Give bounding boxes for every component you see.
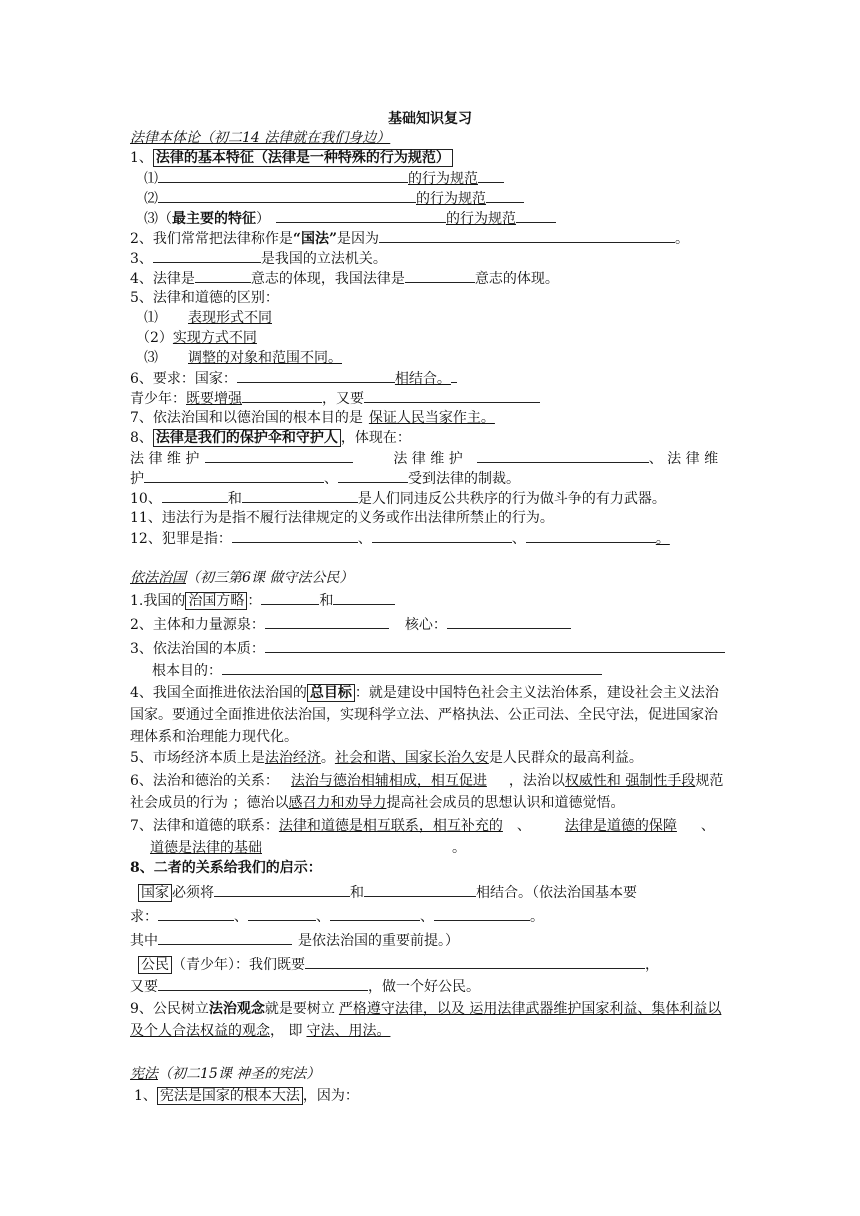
item-11: 11、违法行为是指不履行法律规定的义务或作出法律所禁止的行为。	[130, 510, 554, 526]
boxed-term: 法律的基本特征（法律是一种特殊的行为规范）	[153, 149, 453, 167]
boxed-term: 总目标	[307, 684, 355, 702]
item-1: 1、 法律的基本特征（法律是一种特殊的行为规范）	[130, 148, 730, 168]
item-6b: 青少年：既要增强 ，又要	[130, 388, 730, 409]
blank[interactable]	[434, 906, 530, 921]
blank[interactable]	[158, 188, 416, 203]
blank[interactable]	[248, 906, 316, 921]
section-heading-law: 法律本体论（初二14 法律就在我们身边）	[130, 130, 391, 146]
blank[interactable]	[214, 882, 350, 897]
blank[interactable]	[261, 590, 319, 605]
blank[interactable]	[265, 614, 389, 629]
blank[interactable]	[153, 248, 261, 263]
blank[interactable]	[205, 448, 353, 463]
item-3: 3、 是我国的立法机关。	[130, 248, 730, 269]
blank[interactable]	[526, 528, 656, 543]
s2-item-2: 2、主体和力量源泉： 核心：	[130, 614, 730, 635]
section-heading-rule-of-law: 依法治国（初三第6课 做守法公民）	[130, 570, 354, 586]
blank[interactable]	[364, 882, 476, 897]
item-5-b: （2）实现方式不同	[136, 330, 257, 346]
item-4: 4、法律是 意志的体现，我国法律是 意志的体现。	[130, 268, 730, 289]
item-8-line2: 护 、 受到法律的制裁。	[130, 468, 730, 489]
item-6: 6、要求：国家： 相结合。	[130, 368, 730, 389]
blank[interactable]	[222, 660, 602, 675]
page-title: 基础知识复习	[388, 111, 472, 127]
boxed-term: 宪法是国家的根本大法	[157, 1087, 303, 1105]
blank[interactable]	[486, 188, 524, 203]
item-10: 10、 和 是人们同违反公共秩序的行为做斗争的有力武器。	[130, 488, 730, 509]
item-8-line1: 法 律 维 护 法 律 维 护 、 法 律 维	[130, 448, 730, 469]
blank[interactable]	[144, 468, 324, 483]
blank[interactable]	[516, 208, 556, 223]
s2-item-6: 6、法治和德治的关系： 法治与德治相辅相成，相互促进 ，法治以权威性和 强制性手段规范社会成员的行为 ；德治以感召力和劝导力提高社会成员的思想认识和道德觉悟。	[130, 773, 724, 811]
s2-item-9: 9、公民树立法治观念就是要树立 严格遵守法律，以及 运用法律武器维护国家利益、集体利益以及个人合法权益的观念， 即 守法、用法。	[130, 1001, 722, 1039]
item-1-b: ⑵ 的行为规范	[144, 188, 744, 209]
s2-item-4: 4、我国全面推进依法治国的 总目标 ：就是建设中国特色社会主义法治体系，建设社会主义法治国家。要通过全面推进依法治国，实现科学立法、严格执法、公正司法、全民守法，促进国家治理体系和治理能力现代化。	[130, 685, 719, 745]
boxed-term: 治国方略	[185, 592, 247, 610]
blank[interactable]	[447, 614, 571, 629]
blank[interactable]	[478, 168, 504, 183]
s2-item-3: 3、依法治国的本质：	[130, 638, 730, 659]
boxed-term: 公民	[138, 956, 172, 974]
s2-item-1: 1.我国的 治国方略 ： 和	[130, 590, 730, 611]
blank[interactable]	[276, 208, 446, 223]
item-5-c: ⑶ 调整的对象和范围不同。	[144, 350, 342, 366]
s3-item-1: 1、 宪法是国家的根本大法 ，因为：	[134, 1088, 359, 1104]
boxed-term: 法律是我们的保护伞和守护人	[153, 429, 341, 447]
item-1-c: ⑶（最主要的特征） 的行为规范	[144, 208, 744, 229]
item-8: 8、 法律是我们的保护伞和守护人 ，体现在：	[130, 430, 411, 446]
blank[interactable]	[242, 488, 358, 503]
blank[interactable]	[232, 528, 358, 543]
blank[interactable]	[237, 368, 395, 383]
section-heading-constitution: 宪法（初二15课 神圣的宪法）	[130, 1066, 321, 1082]
s2-item-7: 7、法律和道德的联系：法律和道德是相互联系，相互补充的 、 法律是道德的保障 、道德是法律的基础 。	[130, 818, 715, 856]
s2-item-8a: 国家 必须将 和 相结合。（依法治国基本要	[130, 882, 730, 903]
s2-item-8d: 公民 （青少年）：我们既要 ，	[130, 954, 730, 975]
s2-item-3b: 根本目的：	[152, 660, 752, 681]
item-12: 12、犯罪是指： 、 、 。	[130, 528, 730, 549]
item-1-a: ⑴ 的行为规范	[144, 168, 744, 189]
blank[interactable]	[364, 388, 540, 403]
blank[interactable]	[405, 268, 475, 283]
blank[interactable]	[158, 168, 408, 183]
blank[interactable]	[477, 448, 649, 463]
blank[interactable]	[195, 268, 251, 283]
blank[interactable]	[305, 954, 645, 969]
item-5-a: ⑴ 表现形式不同	[144, 310, 272, 326]
s2-item-8: 8、二者的关系给我们的启示：	[130, 860, 322, 876]
item-2: 2、我们常常把法律称作是“国法”是因为 。	[130, 228, 730, 249]
blank[interactable]	[372, 528, 512, 543]
blank[interactable]	[158, 906, 234, 921]
s2-item-5: 5、市场经济本质上是法治经济。社会和谐、国家长治久安是人民群众的最高利益。	[130, 750, 643, 766]
blank[interactable]	[158, 930, 292, 945]
s2-item-8c: 其中 是依法治国的重要前提。）	[130, 930, 730, 951]
blank[interactable]	[451, 368, 457, 383]
item-5: 5、法律和道德的区别：	[130, 290, 279, 306]
blank[interactable]	[162, 488, 228, 503]
s2-item-8b: 求： 、 、 、 。	[130, 906, 730, 927]
blank[interactable]	[330, 906, 420, 921]
item-7: 7、依法治国和以德治国的根本目的是 保证人民当家作主。	[130, 410, 495, 426]
blank[interactable]	[242, 388, 322, 403]
blank[interactable]	[333, 590, 395, 605]
blank[interactable]	[338, 468, 408, 483]
blank[interactable]	[158, 976, 368, 991]
blank[interactable]	[265, 638, 725, 653]
boxed-term: 国家	[138, 884, 172, 902]
blank[interactable]	[379, 228, 675, 243]
s2-item-8e: 又要 ，做一个好公民。	[130, 976, 730, 997]
